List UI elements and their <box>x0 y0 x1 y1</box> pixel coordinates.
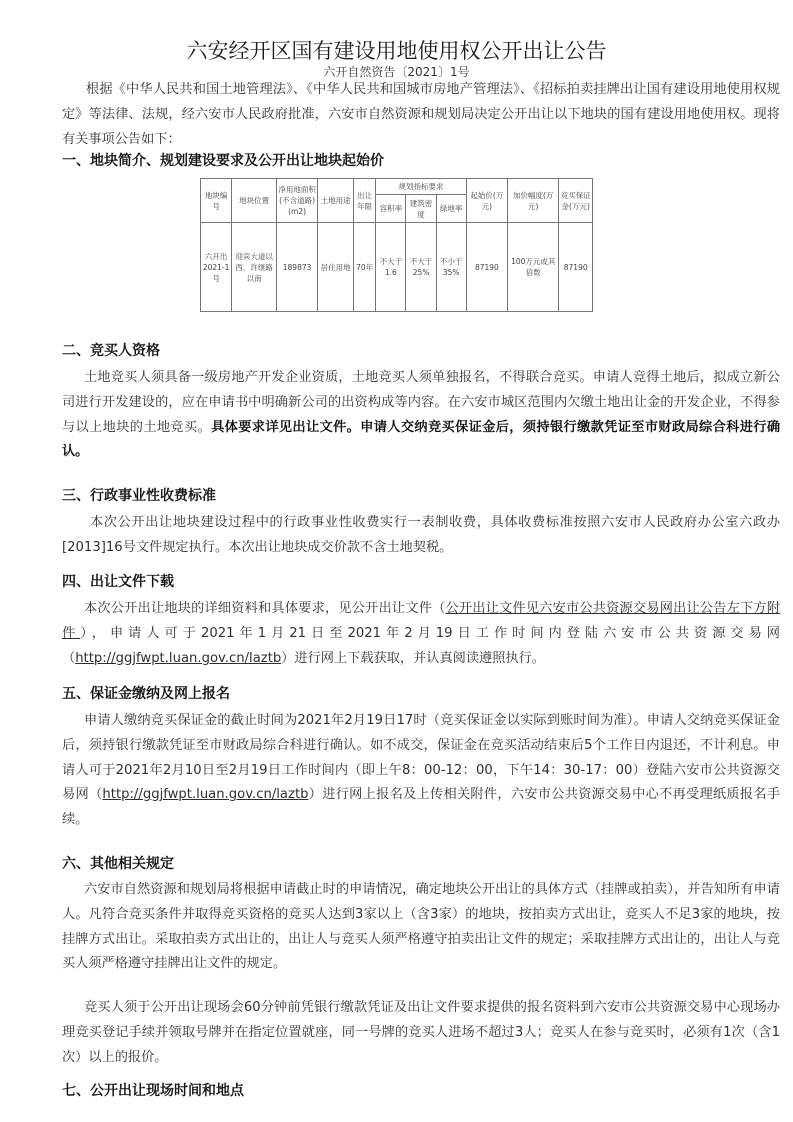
cell-far: 不大于1.6 <box>376 223 406 312</box>
section-3-body: 本次公开出让地块建设过程中的行政事业性收费实行一表制收费，具体收费标准按照六安市人民政府办公室六政办[2013]16号文件规定执行。本次出让地块成交价款不含土地契税。 <box>62 515 780 555</box>
cell-density: 不大于25% <box>406 223 436 312</box>
attachment-link[interactable]: 公开出让文件见六安市公共资源交易网出让公告左下方附件 <box>62 601 781 641</box>
header-planning-group: 规划指标要求 <box>376 179 466 195</box>
cell-location: 迎宾大道以西、许继路以南 <box>232 223 277 312</box>
header-parcel-no: 地块编号 <box>201 179 232 223</box>
header-far: 容积率 <box>376 195 406 223</box>
cell-net-area: 189873 <box>276 223 317 312</box>
section-4-text-a: 本次公开出让地块的详细资料和具体要求，见公开出让文件（ <box>84 601 446 616</box>
section-5-text-b: ）进行网上报名及上传相关附件，六安市公共资源交易中心不再受理纸质报名手续。 <box>62 787 781 828</box>
cell-deposit: 87190 <box>559 223 593 312</box>
section-5-heading: 五、保证金缴纳及网上报名 <box>62 686 230 702</box>
section-2-text: 土地竞买人须具备一级房地产开发企业资质，土地竞买人须单独报名，不得联合竞买。申请人竞得土地后，拟成立新公司进行开发建设的，应在申请书中明确新公司的出资构成等内容。在六安市城区范围内欠缴土地出让金的开发企业，不得参与以上地块的土地竞买。 <box>62 370 780 435</box>
intro-paragraph: 根据《中华人民共和国土地管理法》、《中华人民共和国城市房地产管理法》、《招标拍卖挂牌出让国有建设用地使用权规定》等法律、法规，经六安市人民政府批准，六安市自然资源和规划局决定公开出让以下地块的国有建设用地使用权。现将有关事项公告如下： <box>62 82 780 147</box>
section-6-heading: 六、其他相关规定 <box>62 856 174 872</box>
document-number: 六开自然资告〔2021〕1号 <box>323 65 470 79</box>
header-start-price: 起始价(万元) <box>466 179 507 223</box>
section-7-heading: 七、公开出让现场时间和地点 <box>62 1083 244 1099</box>
cell-increment: 100万元或其倍数 <box>508 223 559 312</box>
section-2-heading: 二、竞买人资格 <box>62 343 160 359</box>
trading-site-link[interactable]: http://ggjfwpt.luan.gov.cn/laztb <box>75 650 282 666</box>
header-land-use: 土地用途 <box>318 179 354 223</box>
section-2-body <box>62 366 780 465</box>
header-increment: 加价幅度(万元) <box>508 179 559 223</box>
cell-green: 不小于35% <box>436 223 466 312</box>
registration-site-link[interactable]: http://ggjfwpt.luan.gov.cn/laztb <box>102 787 309 803</box>
section-6-paragraph-2: 竞买人须于公开出让现场会60分钟前凭银行缴款凭证及出让文件要求提供的报名资料到六安市公共资源交易中心现场办理竞买登记手续并领取号牌并在指定位置就座，同一号牌的竞买人进场不超过3人；竞买人在参与竞买时，必须有1次（含1次）以上的报价。 <box>62 1000 780 1065</box>
cell-term: 70年 <box>353 223 375 312</box>
section-5-body <box>62 709 780 833</box>
header-location: 地块位置 <box>232 179 277 223</box>
page-title: 六安经开区国有建设用地使用权公开出让公告 <box>186 39 607 63</box>
header-density: 建筑密度 <box>406 195 436 223</box>
cell-start-price: 87190 <box>466 223 507 312</box>
parcel-table <box>200 178 593 312</box>
section-1-heading: 一、地块简介、规划建设要求及公开出让地块起始价 <box>62 153 384 169</box>
section-4-heading: 四、出让文件下载 <box>62 574 174 590</box>
section-2-bold-text: 具体要求详见出让文件。申请人交纳竞买保证金后，须持银行缴款凭证至市财政局综合科进行确认。 <box>62 419 781 460</box>
header-net-area: 净用地面积(不含道路)(m2) <box>276 179 317 223</box>
section-4-text-c: ）进行网上下载获取，并认真阅读遵照执行。 <box>281 650 545 666</box>
header-green: 绿地率 <box>436 195 466 223</box>
section-6-paragraph-1: 六安市自然资源和规划局将根据申请截止时的申请情况，确定地块公开出让的具体方式（挂牌或拍卖），并告知所有申请人。凡符合竞买条件并取得竞买资格的竞买人达到3家以上（含3家）的地块，按拍卖方式出让，竞买人不足3家的地块，按挂牌方式出让。采取拍卖方式出让的，出让人与竞买人须严格遵守拍卖出让文件的规定；采取挂牌方式出让的，出让人与竞买人须严格遵守挂牌出让文件的规定。 <box>62 882 780 972</box>
header-deposit: 竞买保证金(万元) <box>559 179 593 223</box>
cell-parcel-no: 六开出2021-1号 <box>201 223 232 312</box>
header-term: 出让年限 <box>353 179 375 223</box>
section-4-text-b: ），申请人可于2021年1月21日至2021年2月19日工作时间内登陆六安市公共资源交易网（ <box>62 625 780 666</box>
table-row <box>201 223 593 312</box>
section-4-body <box>62 597 780 671</box>
section-5-text-a: 申请人缴纳竞买保证金的截止时间为2021年2月19日17时（竞买保证金以实际到账时间为准）。申请人交纳竞买保证金后，须持银行缴款凭证至市财政局综合科进行确认。如不成交，保证金在竞买活动结束后5个工作日内退还，不计利息。申请人可于2021年2月10日至2月19日工作时间内（即上午8：00-12：00，下午14：30-17：00）登陆六安市公共资源交易网（ <box>62 713 780 803</box>
cell-land-use: 居住用地 <box>318 223 354 312</box>
section-3-heading: 三、行政事业性收费标准 <box>62 488 216 504</box>
